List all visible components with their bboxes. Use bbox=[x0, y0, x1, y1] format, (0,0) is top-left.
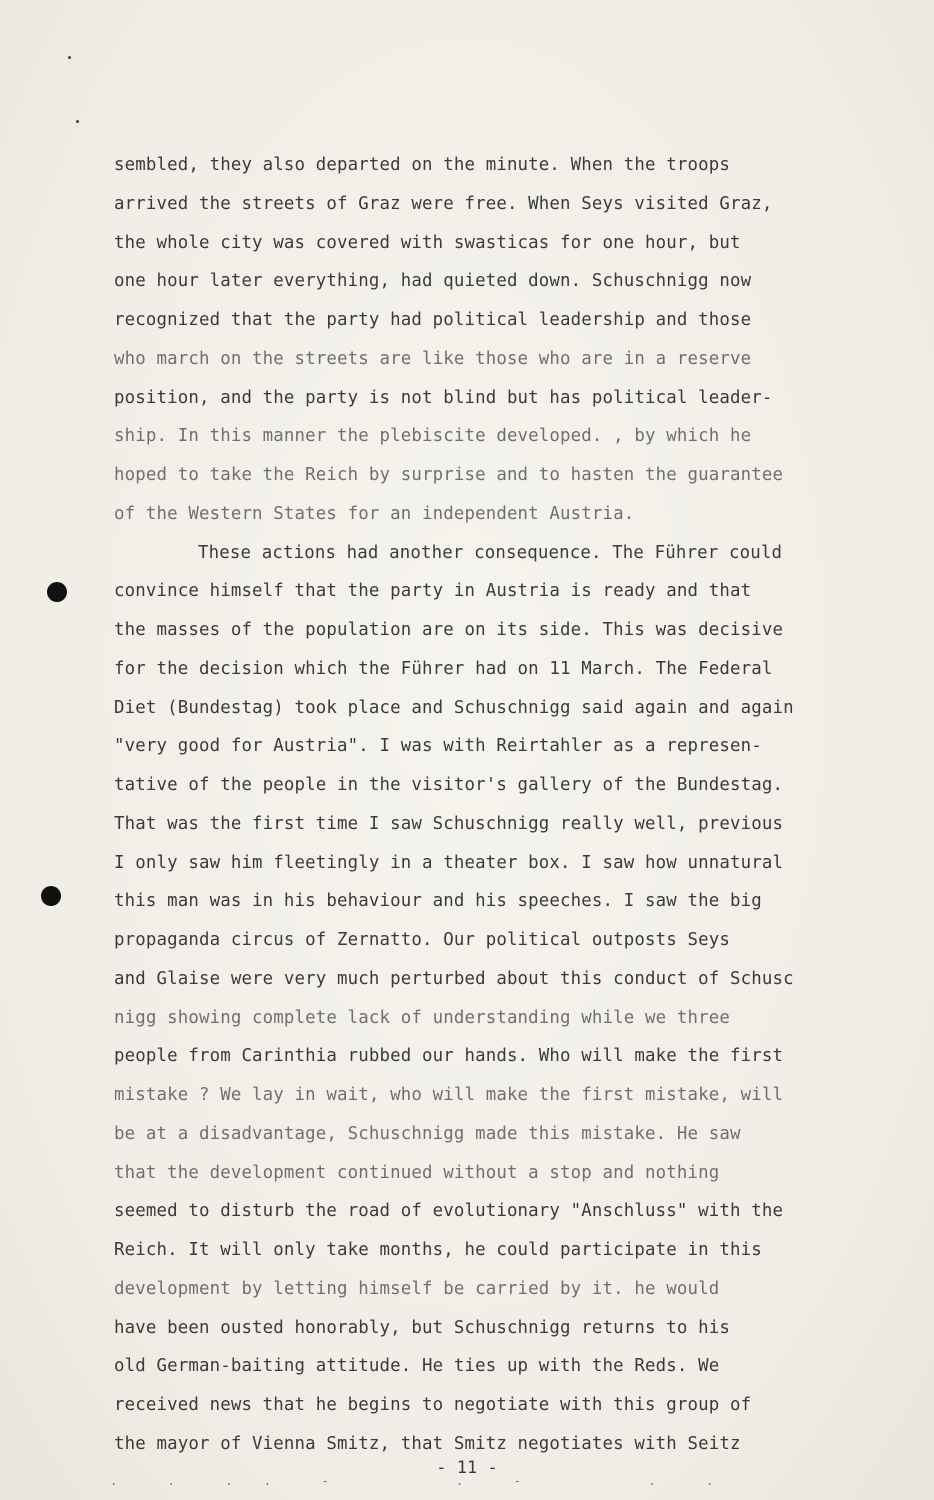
text-line: nigg showing complete lack of understanding while we three bbox=[114, 1007, 730, 1028]
text-line: sembled, they also departed on the minute. When the troops bbox=[114, 155, 730, 175]
punch-hole bbox=[47, 582, 67, 602]
text-line: received news that he begins to negotiate with this group of bbox=[114, 1395, 752, 1415]
text-line: one hour later everything, had quieted down. Schuschnigg now bbox=[114, 271, 752, 292]
text-line: this man was in his behaviour and his speeches. I saw the big bbox=[114, 891, 762, 912]
text-line: the mayor of Vienna Smitz, that Smitz negotiates with Seitz bbox=[114, 1433, 741, 1454]
text-line: seemed to disturb the road of evolutionary "Anschluss" with the bbox=[114, 1201, 784, 1222]
text-line: the masses of the population are on its side. This was decisive bbox=[114, 620, 784, 640]
paper-speck bbox=[76, 120, 79, 123]
text-line: convince himself that the party in Austria is ready and that bbox=[114, 581, 752, 602]
text-line: who march on the streets are like those who are in a reserve bbox=[114, 348, 752, 369]
text-line: have been ousted honorably, but Schuschnigg returns to his bbox=[114, 1317, 730, 1338]
typewritten-body bbox=[114, 146, 874, 1464]
text-line: propaganda circus of Zernatto. Our political outposts Seys bbox=[114, 930, 730, 950]
text-line: arrived the streets of Graz were free. When Seys visited Graz, bbox=[114, 193, 773, 214]
text-line: the whole city was covered with swasticas for one hour, but bbox=[114, 232, 741, 253]
text-line: be at a disadvantage, Schuschnigg made this mistake. He saw bbox=[114, 1123, 741, 1144]
text-line: Reich. It will only take months, he could participate in this bbox=[114, 1240, 762, 1260]
text-line: ship. In this manner the plebiscite developed. , by which he bbox=[114, 426, 752, 447]
text-line: development by letting himself be carried by it. he would bbox=[114, 1278, 720, 1299]
paper-noise: . . . . - . - . . bbox=[110, 1474, 726, 1488]
text-line: old German-baiting attitude. He ties up with the Reds. We bbox=[114, 1356, 720, 1377]
text-line: of the Western States for an independent Austria. bbox=[114, 503, 635, 524]
text-line: position, and the party is not blind but has political leader- bbox=[114, 387, 773, 408]
text-line: people from Carinthia rubbed our hands. Who will make the first bbox=[114, 1046, 784, 1067]
text-line: These actions had another consequence. The Führer could bbox=[198, 542, 783, 563]
text-line: "very good for Austria". I was with Reirtahler as a represen- bbox=[114, 736, 762, 757]
text-line: that the development continued without a stop and nothing bbox=[114, 1162, 720, 1183]
text-line: That was the first time I saw Schuschnigg really well, previous bbox=[114, 813, 784, 834]
text-line: tative of the people in the visitor's gallery of the Bundestag. bbox=[114, 775, 784, 795]
text-line: for the decision which the Führer had on 11 March. The Federal bbox=[114, 658, 773, 679]
punch-hole bbox=[41, 886, 61, 906]
text-line: I only saw him fleetingly in a theater box. I saw how unnatural bbox=[114, 852, 784, 873]
text-line: and Glaise were very much perturbed about this conduct of Schusc bbox=[114, 968, 794, 989]
text-line: recognized that the party had political leadership and those bbox=[114, 310, 752, 330]
text-line: mistake ? We lay in wait, who will make the first mistake, will bbox=[114, 1085, 784, 1105]
text-line: hoped to take the Reich by surprise and to hasten the guarantee bbox=[114, 465, 784, 485]
page-number: - 11 - bbox=[436, 1458, 498, 1478]
paper-speck bbox=[68, 56, 71, 59]
text-line: Diet (Bundestag) took place and Schuschnigg said again and again bbox=[114, 697, 794, 718]
